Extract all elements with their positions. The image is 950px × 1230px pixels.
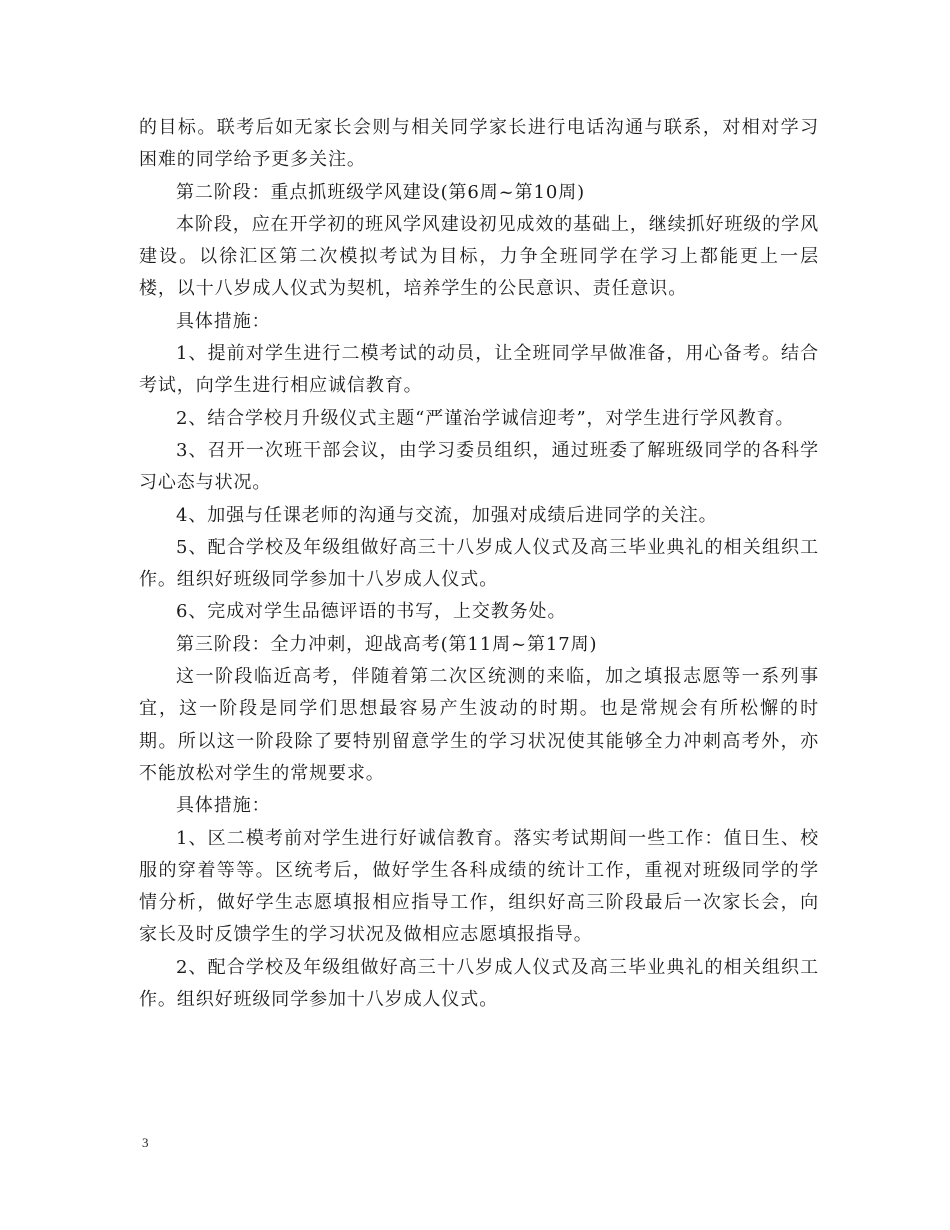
paragraph: 这一阶段临近高考，伴随着第二次区统测的来临，加之填报志愿等一系列事宜，这一阶段是同学们思想最容易产生波动的时期。也是常规会有所松懈的时期。所以这一阶段除了要特别留意学生的学习状况使其能够全力冲刺高考外，亦不能放松对学生的常规要求。 (139, 666, 819, 784)
page-number: 3 (142, 1135, 149, 1150)
list-item: 6、完成对学生品德评语的书写，上交教务处。 (176, 601, 567, 623)
list-item: 2、结合学校月升级仪式主题“严谨治学诚信迎考”，对学生进行学风教育。 (176, 407, 795, 429)
list-item: 2、配合学校及年级组做好高三十八岁成人仪式及高三毕业典礼的相关组织工作。组织好班级同学参加十八岁成人仪式。 (139, 956, 819, 1011)
section-heading-stage-two: 第二阶段：重点抓班级学风建设(第6周~第10周) (176, 181, 586, 203)
paragraph: 的目标。联考后如无家长会则与相关同学家长进行电话沟通与联系，对相对学习困难的同学给予更多关注。 (139, 117, 819, 171)
list-item: 3、召开一次班干部会议，由学习委员组织，通过班委了解班级同学的各科学习心态与状况。 (139, 439, 819, 494)
section-heading-stage-three: 第三阶段：全力冲刺，迎战高考(第11周~第17周) (176, 633, 598, 655)
measures-heading: 具体措施： (176, 795, 271, 817)
list-item: 1、提前对学生进行二模考试的动员，让全班同学早做准备，用心备考。结合考试，向学生进行相应诚信教育。 (139, 343, 819, 397)
document-body (139, 112, 819, 1016)
list-item: 4、加强与任课老师的沟通与交流，加强对成绩后进同学的关注。 (176, 504, 718, 526)
list-item: 5、配合学校及年级组做好高三十八岁成人仪式及高三毕业典礼的相关组织工作。组织好班级同学参加十八岁成人仪式。 (139, 536, 819, 591)
measures-heading: 具体措施： (176, 310, 271, 332)
paragraph: 本阶段，应在开学初的班风学风建设初见成效的基础上，继续抓好班级的学风建设。以徐汇区第二次模拟考试为目标，力争全班同学在学习上都能更上一层楼，以十八岁成人仪式为契机，培养学生的公民意识、责任意识。 (139, 213, 819, 300)
list-item: 1、区二模考前对学生进行好诚信教育。落实考试期间一些工作：值日生、校服的穿着等等。区统考后，做好学生各科成绩的统计工作，重视对班级同学的学情分析，做好学生志愿填报相应指导工作，组织好高三阶段最后一次家长会，向家长及时反馈学生的学习状况及做相应志愿填报指导。 (139, 827, 819, 946)
